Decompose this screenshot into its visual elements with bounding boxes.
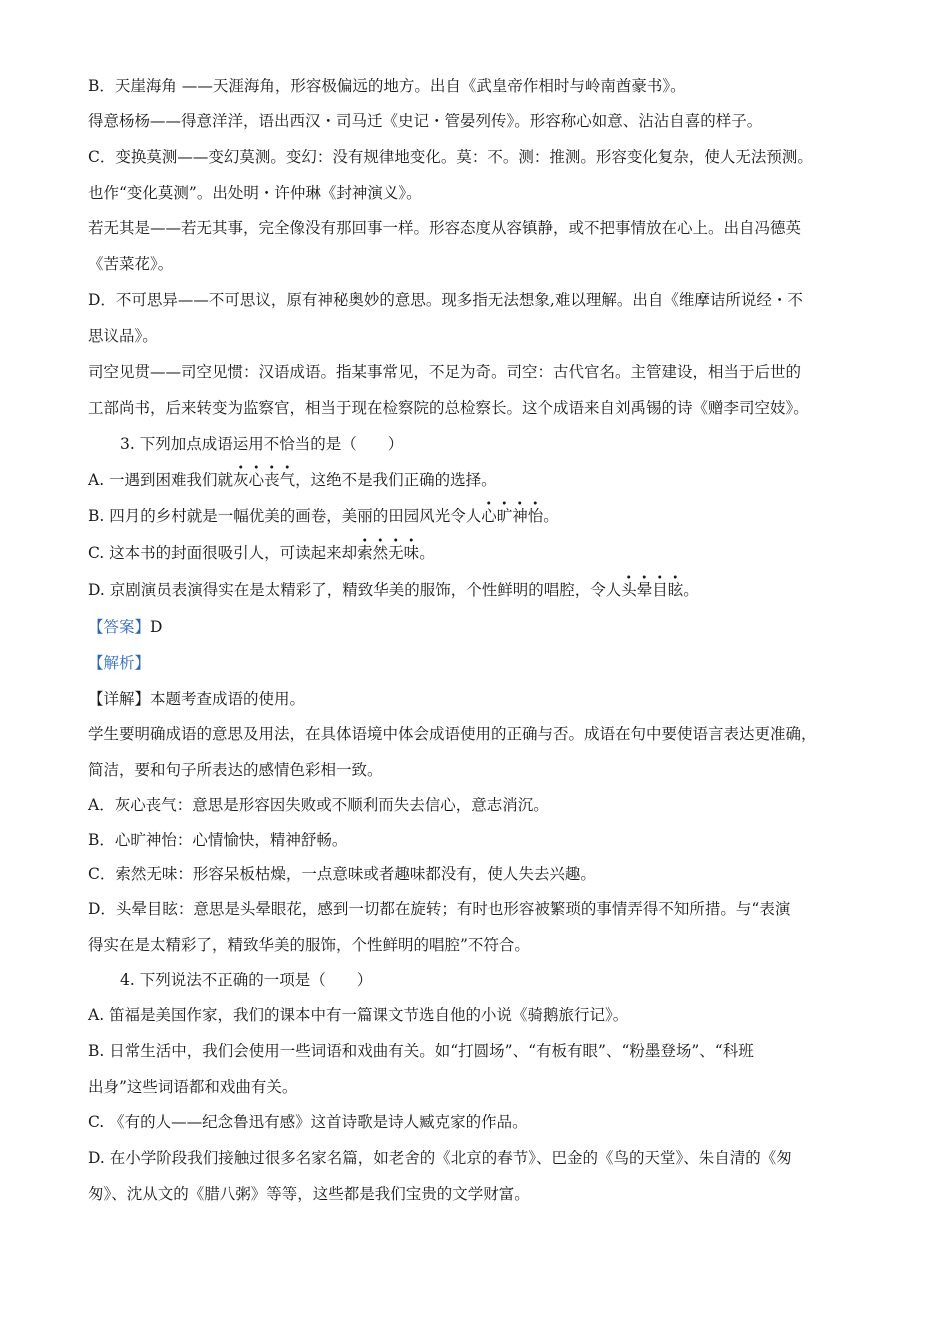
analysis-option-d-line-2: 得实在是太精彩了，精致华美的服饰，个性鲜明的唱腔”不符合。 — [88, 936, 530, 954]
option-b-suffix: 。 — [543, 507, 559, 525]
question-4-option-c: C. 《有的人——纪念鲁迅有感》这首诗歌是诗人臧克家的作品。 — [88, 1113, 528, 1131]
explanation-c-line-3: 若无其是——若无其事，完全像没有那回事一样。形容态度从容镇静，或不把事情放在心上。出自冯德英 — [88, 219, 802, 237]
explanation-b-line-1: B．天崖海角 ——天涯海角，形容极偏远的地方。出自《武皇帝作相时与岭南酋豪书》。 — [88, 77, 686, 95]
analysis-option-b: B．心旷神怡：心情愉快，精神舒畅。 — [88, 831, 348, 849]
option-c-suffix: 。 — [419, 544, 435, 562]
option-a-dotted-idiom: 灰心丧气 — [233, 471, 296, 489]
question-4-option-d-line-2: 匆》、沈从文的《腊八粥》等等，这些都是我们宝贵的文学财富。 — [88, 1185, 530, 1203]
question-4-option-b-line-1: B. 日常生活中，我们会使用一些词语和戏曲有关。如“打圆场”、“有板有眼”、“粉墨登场”、“科班 — [88, 1042, 754, 1060]
answer-tag: 【答案】 — [88, 618, 151, 636]
option-d-prefix: D. 京剧演员表演得实在是太精彩了，精致华美的服饰，个性鲜明的唱腔，令人 — [88, 581, 622, 599]
explanation-d-line-3: 司空见贯——司空见惯：汉语成语。指某事常见，不足为奇。司空：古代官名。主管建设，相当于后世的 — [88, 363, 802, 381]
question-3-option-b — [88, 506, 868, 526]
explanation-d-line-4: 工部尚书，后来转变为监察官，相当于现在检察院的总检察长。这个成语来自刘禹锡的诗《赠李司空妓》。 — [88, 399, 809, 417]
explanation-b-line-2: 得意杨杨——得意洋洋，语出西汉・司马迁《史记・管晏列传》。形容称心如意、沾沾自喜的样子。 — [88, 112, 763, 130]
question-4-option-d-line-1: D. 在小学阶段我们接触过很多名家名篇，如老舍的《北京的春节》、巴金的《鸟的天堂》、朱自清的《匆 — [88, 1149, 792, 1167]
option-d-suffix: 。 — [683, 581, 699, 599]
question-3-option-c — [88, 543, 868, 563]
question-3-option-d — [88, 580, 868, 600]
detail-text: 本题考查成语的使用。 — [150, 690, 306, 708]
detail-tag: 【详解】 — [88, 690, 151, 708]
option-b-prefix: B. 四月的乡村就是一幅优美的画卷，美丽的田园风光令人 — [88, 507, 482, 525]
answer-value: D — [150, 618, 163, 636]
question-3-option-a — [88, 470, 868, 490]
analysis-line — [88, 653, 868, 673]
analysis-paragraph-line-1: 学生要明确成语的意思及用法，在具体语境中体会成语使用的正确与否。成语在句中要使语言表达更准确， — [88, 725, 817, 743]
detail-line — [88, 689, 868, 709]
question-3-stem: 3. 下列加点成语运用不恰当的是（ ） — [120, 435, 404, 453]
option-c-dotted-idiom: 索然无味 — [357, 544, 420, 562]
analysis-tag: 【解析】 — [88, 654, 151, 672]
explanation-c-line-4: 《苦菜花》。 — [88, 255, 174, 273]
question-4-option-b-line-2: 出身”这些词语都和戏曲有关。 — [88, 1078, 298, 1096]
explanation-d-line-2: 思议品》。 — [88, 327, 158, 345]
analysis-paragraph-line-2: 简洁，要和句子所表达的感情色彩相一致。 — [88, 761, 383, 779]
explanation-c-line-2: 也作“变化莫测”。出处明・许仲琳《封神演义》。 — [88, 184, 422, 202]
option-c-prefix: C. 这本书的封面很吸引人，可读起来却 — [88, 544, 358, 562]
analysis-option-c: C．索然无味：形容呆板枯燥，一点意味或者趣味都没有，使人失去兴趣。 — [88, 865, 596, 883]
option-a-prefix: A. 一遇到困难我们就 — [88, 471, 234, 489]
question-4-option-a: A. 笛福是美国作家，我们的课本中有一篇课文节选自他的小说《骑鹅旅行记》。 — [88, 1006, 629, 1024]
answer-line — [88, 617, 868, 637]
option-d-dotted-idiom: 头晕目眩 — [621, 581, 684, 599]
option-a-suffix: ，这绝不是我们正确的选择。 — [295, 471, 497, 489]
analysis-option-a: A．灰心丧气：意思是形容因失败或不顺利而失去信心，意志消沉。 — [88, 796, 549, 814]
question-4-stem: 4. 下列说法不正确的一项是（ ） — [120, 971, 373, 989]
explanation-c-line-1: C．变换莫测——变幻莫测。变幻：没有规律地变化。莫：不。测：推测。形容变化复杂，使人无法预测。 — [88, 148, 813, 166]
explanation-d-line-1: D．不可思异——不可思议，原有神秘奥妙的意思。现多指无法想象,难以理解。出自《维摩诘所说经・不 — [88, 291, 803, 309]
option-b-dotted-idiom: 心旷神怡 — [481, 507, 544, 525]
analysis-option-d-line-1: D．头晕目眩：意思是头晕眼花，感到一切都在旋转；有时也形容被繁琐的事情弄得不知所措。与“表演 — [88, 900, 791, 918]
